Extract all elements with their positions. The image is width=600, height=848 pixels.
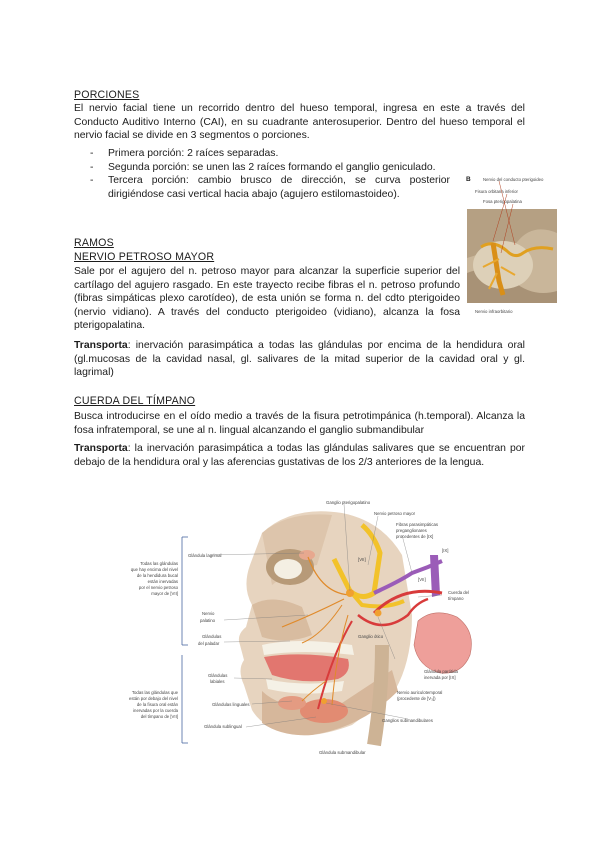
- cuerda-transporta-text: : la inervación parasimpática a todas las glándulas salivares que se encuentran por debajo de la hendidura oral y las aferencias gustativas de los 2/3 anteriores de la lengua.: [74, 443, 525, 468]
- label-vii-top: [VII]: [358, 557, 366, 562]
- cuerda-heading: CUERDA DEL TÍMPANO: [74, 395, 196, 407]
- label-auriculotemporal-2: (procedente de [V₃]): [397, 696, 436, 701]
- porciones-heading: PORCIONES: [74, 89, 140, 101]
- left-top-line-5: por el nervio petroso: [138, 585, 178, 590]
- label-glandulas-paladar-2: del paladar: [198, 641, 220, 646]
- figure-b-letter: B: [466, 176, 471, 183]
- label-vii-mid: [VII]: [418, 577, 426, 582]
- label-ganglio-pterigopalatino: Ganglio pterigopalatino: [326, 500, 371, 505]
- figure-b-label-infraorbitario: Nervio infraorbitario: [475, 309, 513, 314]
- left-top-line-6: mayor de [VII]: [151, 591, 178, 596]
- label-auriculotemporal-1: Nervio auriculotemporal: [397, 690, 443, 695]
- left-top-line-3: de la hendidura bucal: [136, 573, 178, 578]
- figure-main-brace: [182, 537, 188, 743]
- left-top-line-1: Todas las glándulas: [140, 561, 178, 566]
- petroso-text: Sale por el agujero del n. petroso mayor para alcanzar la superficie superior del cartílago del agujero rasgado. En este trayecto recibe fibras el n. petroso profundo (fibras simpáticas plexo carotídeo), de esta unión se forma n. del cdto pterigoideo (nervio vidiano). A través del conducto pterigoideo (vidiano), alcanza la fosa pterigopalatina.: [74, 266, 460, 332]
- figure-b-label-fisura: Fisura orbitaria inferior: [475, 189, 518, 194]
- label-ganglio-otico: Ganglio ótico: [358, 634, 384, 639]
- label-labiales-1: Glándulas: [208, 673, 228, 678]
- petroso-transporta-text: : inervación parasimpática a todas las glándulas por encima de la hendidura oral (gl.mucosas de la cavidad nasal, gl. salivares de la mitad superior de la cavidad oral y gl. lagrimal): [74, 340, 525, 379]
- label-nervio-petroso-mayor: Nervio petroso mayor: [374, 511, 416, 516]
- figure-b-label-fosa: Fosa pterigopalatina: [483, 199, 522, 204]
- cuerda-transporta: [74, 442, 525, 469]
- label-fibras-3: procedentes de [IX]: [396, 534, 434, 539]
- cuerda-text: Busca introducirse en el oído medio a través de la fisura petrotimpánica (h.temporal). Alcanza la fosa infratemporal, se une al n. lingual alcanzando el ganglio submandibular: [74, 411, 525, 436]
- label-labiales-2: labiales: [210, 679, 225, 684]
- ramos-heading: RAMOS: [74, 237, 114, 249]
- label-parotida-1: Glándula parótida: [424, 669, 458, 674]
- label-fibras-2: preganglionares: [396, 528, 427, 533]
- left-bottom-note: [129, 690, 179, 719]
- porcion-item-1: - Primera porción: 2 raíces separadas.: [88, 147, 450, 161]
- left-top-line-4: están inervadas: [147, 579, 178, 584]
- petroso-transporta: [74, 339, 525, 380]
- label-cuerda-2: tímpano: [448, 596, 464, 601]
- label-nervio-palatino-1: Nervio: [202, 611, 215, 616]
- label-sublingual: Glándula sublingual: [204, 724, 242, 729]
- label-ganglios-submandibulares: Ganglios submandibulares: [382, 718, 433, 723]
- label-ix: [IX]: [442, 548, 449, 553]
- porciones-list: [88, 147, 450, 201]
- label-submandibular: Glándula submandibular: [319, 750, 366, 755]
- porciones-intro: El nervio facial tiene un recorrido dentro del hueso temporal, ingresa en este a través del Conducto Auditivo Interno (CAI), en su cuadrante anterosuperior. Dentro del hueso temporal el nervio facial se divide en 3 segmentos o porciones.: [74, 103, 525, 142]
- left-bottom-line-1: Todas las glándulas que: [131, 690, 178, 695]
- left-bottom-line-3: de la fisura oral están: [136, 702, 178, 707]
- label-fibras-1: Fibras parasimpáticas: [396, 522, 439, 527]
- left-top-line-2: que hay encima del nivel: [130, 567, 178, 572]
- petroso-transporta-label: Transporta: [74, 340, 128, 351]
- left-bottom-line-5: del tímpano de [VII]: [140, 714, 178, 719]
- label-parotida-2: inervada por [IX]: [424, 675, 456, 680]
- label-nervio-palatino-2: palatino: [200, 618, 216, 623]
- porcion-item-2: - Segunda porción: se unen las 2 raíces formando el ganglio geniculado.: [88, 161, 450, 175]
- label-linguales: Glándulas linguales: [212, 702, 250, 707]
- left-bottom-line-4: inervadas por la cuerda: [133, 708, 178, 713]
- cuerda-transporta-label: Transporta: [74, 443, 128, 454]
- petroso-heading: NERVIO PETROSO MAYOR: [74, 251, 215, 263]
- left-bottom-line-2: están por debajo del nivel: [129, 696, 178, 701]
- label-glandula-lagrimal: Glándula lagrimal: [188, 553, 222, 558]
- left-top-note: [131, 561, 179, 596]
- porcion-item-3: - Tercera porción: cambio brusco de dirección, se curva posterior dirigiéndose casi vertical hacia abajo (agujero estilomastoideo).: [88, 174, 450, 201]
- figure-b: [463, 163, 559, 323]
- label-glandulas-paladar-1: Glándulas: [202, 634, 222, 639]
- figure-main-illustration: [239, 511, 472, 745]
- figure-main: [112, 495, 490, 763]
- label-cuerda-1: Cuerda del: [448, 590, 470, 595]
- figure-b-label-nervio-conducto: Nervio del conducto pterigoideo: [483, 177, 544, 182]
